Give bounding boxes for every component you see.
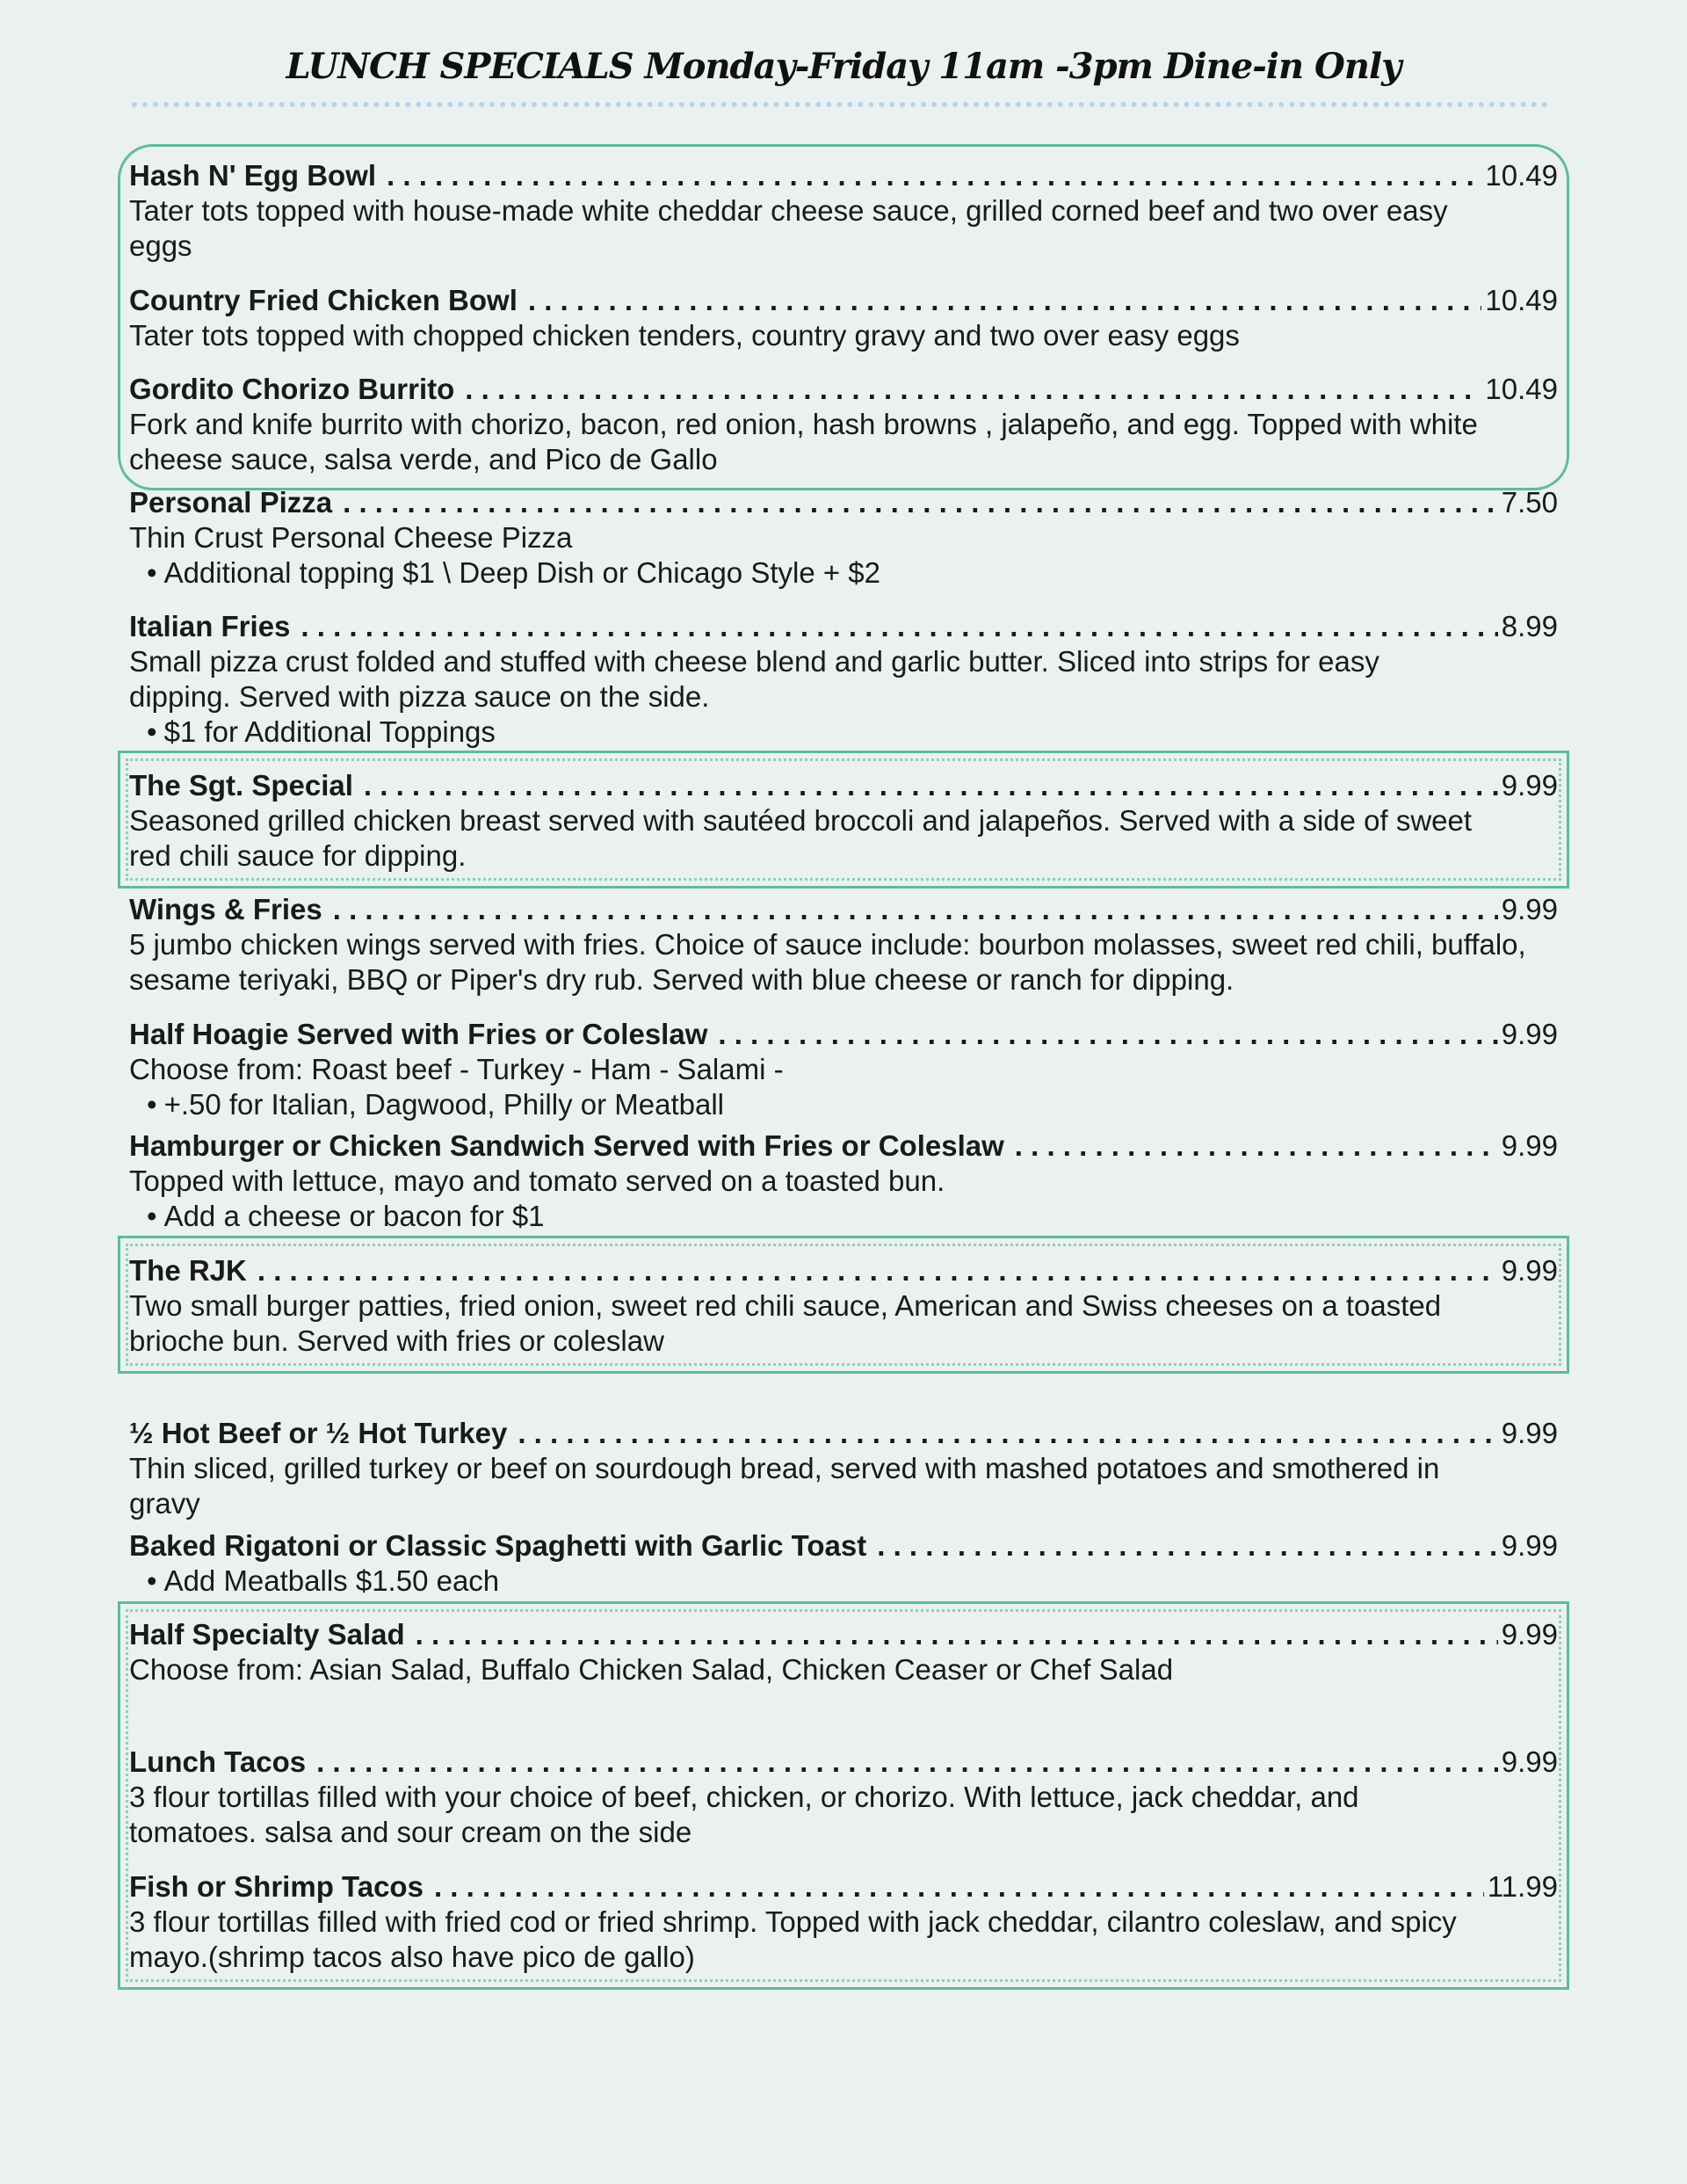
item-price: 9.99 bbox=[1501, 1745, 1558, 1778]
item-description: Tater tots topped with house-made white cheddar cheese sauce, grilled corned beef and two over easy eggs bbox=[129, 194, 1448, 262]
item-price: 8.99 bbox=[1501, 610, 1558, 642]
menu-item bbox=[129, 372, 1558, 477]
item-price: 9.99 bbox=[1501, 769, 1558, 802]
dot-leader bbox=[528, 283, 1482, 318]
item-name: Country Fried Chicken Bowl bbox=[129, 284, 518, 316]
menu-item bbox=[129, 768, 1558, 874]
item-name: The RJK bbox=[129, 1254, 247, 1287]
item-price: 10.49 bbox=[1485, 159, 1558, 192]
item-note bbox=[129, 1564, 1558, 1599]
bullet: • bbox=[147, 1564, 157, 1597]
item-price: 9.99 bbox=[1501, 1129, 1558, 1162]
menu-item bbox=[129, 1128, 1558, 1234]
bullet: • bbox=[147, 715, 157, 748]
item-description: Tater tots topped with chopped chicken tenders, country gravy and two over easy eggs bbox=[129, 319, 1240, 352]
menu-item bbox=[129, 158, 1558, 264]
dot-leader bbox=[333, 892, 1498, 927]
item-price: 9.99 bbox=[1501, 1529, 1558, 1562]
item-description: Seasoned grilled chicken breast served with sautéed broccoli and jalapeños. Served with a side of sweet red chili sauce for dipping. bbox=[129, 804, 1473, 872]
menu-item bbox=[129, 1253, 1558, 1359]
dot-leader bbox=[1015, 1128, 1498, 1164]
item-description: Two small burger patties, fried onion, sweet red chili sauce, American and Swiss cheeses on a toasted brioche bun. Served with fries or coleslaw bbox=[129, 1289, 1442, 1357]
item-price: 10.49 bbox=[1485, 284, 1558, 316]
bullet: • bbox=[147, 1200, 157, 1232]
dot-leader bbox=[343, 485, 1498, 520]
bullet: • bbox=[147, 556, 157, 589]
menu-item bbox=[129, 1416, 1558, 1521]
item-note bbox=[129, 715, 1558, 750]
page-title: LUNCH SPECIALS Monday-Friday 11am -3pm Dine-in Only bbox=[286, 46, 1401, 87]
item-name: Lunch Tacos bbox=[129, 1745, 307, 1778]
note-text: +.50 for Italian, Dagwood, Philly or Meatball bbox=[163, 1088, 724, 1121]
note-text: $1 for Additional Toppings bbox=[163, 715, 496, 748]
dot-leader bbox=[416, 1617, 1498, 1652]
item-description: Thin sliced, grilled turkey or beef on sourdough bread, served with mashed potatoes and smothered in gravy bbox=[129, 1452, 1440, 1520]
dot-leader bbox=[518, 1416, 1497, 1451]
item-price: 10.49 bbox=[1485, 373, 1558, 405]
item-description: 3 flour tortillas filled with your choice of beef, chicken, or chorizo. With lettuce, jack cheddar, and tomatoes. salsa and sour cream on the side bbox=[129, 1781, 1359, 1848]
item-note bbox=[129, 555, 1558, 591]
item-name: ½ Hot Beef or ½ Hot Turkey bbox=[129, 1417, 508, 1449]
item-description: Choose from: Asian Salad, Buffalo Chicken Salad, Chicken Ceaser or Chef Salad bbox=[129, 1653, 1174, 1686]
title-divider bbox=[132, 102, 1548, 107]
dot-leader bbox=[257, 1253, 1498, 1288]
item-note bbox=[129, 1087, 1558, 1122]
item-name: Half Hoagie Served with Fries or Coleslaw bbox=[129, 1018, 708, 1050]
dot-leader bbox=[387, 158, 1481, 193]
item-price: 9.99 bbox=[1501, 1254, 1558, 1287]
note-text: Additional topping $1 \ Deep Dish or Chicago Style + $2 bbox=[163, 556, 880, 589]
menu-item bbox=[129, 892, 1558, 998]
item-name: Hash N' Egg Bowl bbox=[129, 159, 377, 192]
dot-leader bbox=[877, 1528, 1498, 1564]
note-text: Add a cheese or bacon for $1 bbox=[163, 1200, 545, 1232]
item-price: 11.99 bbox=[1487, 1870, 1558, 1903]
menu-item bbox=[129, 1528, 1558, 1599]
item-price: 9.99 bbox=[1501, 1018, 1558, 1050]
menu-item bbox=[129, 1017, 1558, 1122]
item-description: Topped with lettuce, mayo and tomato served on a toasted bun. bbox=[129, 1165, 945, 1197]
item-note bbox=[129, 1199, 1558, 1234]
menu-item bbox=[129, 485, 1558, 591]
item-name: Wings & Fries bbox=[129, 893, 322, 925]
menu-item bbox=[129, 1869, 1558, 1975]
item-name: Personal Pizza bbox=[129, 486, 333, 519]
dot-leader bbox=[434, 1869, 1484, 1905]
dot-leader bbox=[316, 1745, 1498, 1780]
item-description: Fork and knife burrito with chorizo, bacon, red onion, hash browns , jalapeño, and egg. Topped with white cheese sauce, salsa verde, and Pico de Gallo bbox=[129, 408, 1478, 475]
dot-leader bbox=[300, 609, 1497, 644]
item-description: 3 flour tortillas filled with fried cod or fried shrimp. Topped with jack cheddar, cilantro coleslaw, and spicy mayo.(shrimp tacos also have pico de gallo) bbox=[129, 1905, 1457, 1973]
item-description: Small pizza crust folded and stuffed with cheese blend and garlic butter. Sliced into strips for easy dipping. Served with pizza sauce on the side. bbox=[129, 645, 1379, 713]
bullet: • bbox=[147, 1088, 157, 1121]
item-name: Gordito Chorizo Burrito bbox=[129, 373, 455, 405]
item-price: 9.99 bbox=[1501, 893, 1558, 925]
item-name: The Sgt. Special bbox=[129, 769, 353, 802]
item-description: 5 jumbo chicken wings served with fries. Choice of sauce include: bourbon molasses, sweet red chili, buffalo, sesame teriyaki, BBQ or Piper's dry rub. Served with blue cheese or ranch for dipping. bbox=[129, 928, 1526, 996]
note-text: Add Meatballs $1.50 each bbox=[163, 1564, 500, 1597]
dot-leader bbox=[718, 1017, 1497, 1052]
item-price: 9.99 bbox=[1501, 1618, 1558, 1651]
item-description: Thin Crust Personal Cheese Pizza bbox=[129, 521, 573, 554]
menu-item bbox=[129, 1745, 1558, 1850]
menu-item bbox=[129, 283, 1558, 353]
item-name: Baked Rigatoni or Classic Spaghetti with Garlic Toast bbox=[129, 1529, 867, 1562]
menu-item bbox=[129, 1617, 1558, 1687]
menu-item bbox=[129, 609, 1558, 750]
item-price: 7.50 bbox=[1501, 486, 1558, 519]
item-name: Hamburger or Chicken Sandwich Served with Fries or Coleslaw bbox=[129, 1129, 1004, 1162]
dot-leader bbox=[465, 372, 1481, 407]
item-name: Half Specialty Salad bbox=[129, 1618, 405, 1651]
item-name: Fish or Shrimp Tacos bbox=[129, 1870, 424, 1903]
item-description: Choose from: Roast beef - Turkey - Ham - Salami - bbox=[129, 1053, 784, 1085]
item-price: 9.99 bbox=[1501, 1417, 1558, 1449]
item-name: Italian Fries bbox=[129, 610, 291, 642]
dot-leader bbox=[364, 768, 1498, 803]
